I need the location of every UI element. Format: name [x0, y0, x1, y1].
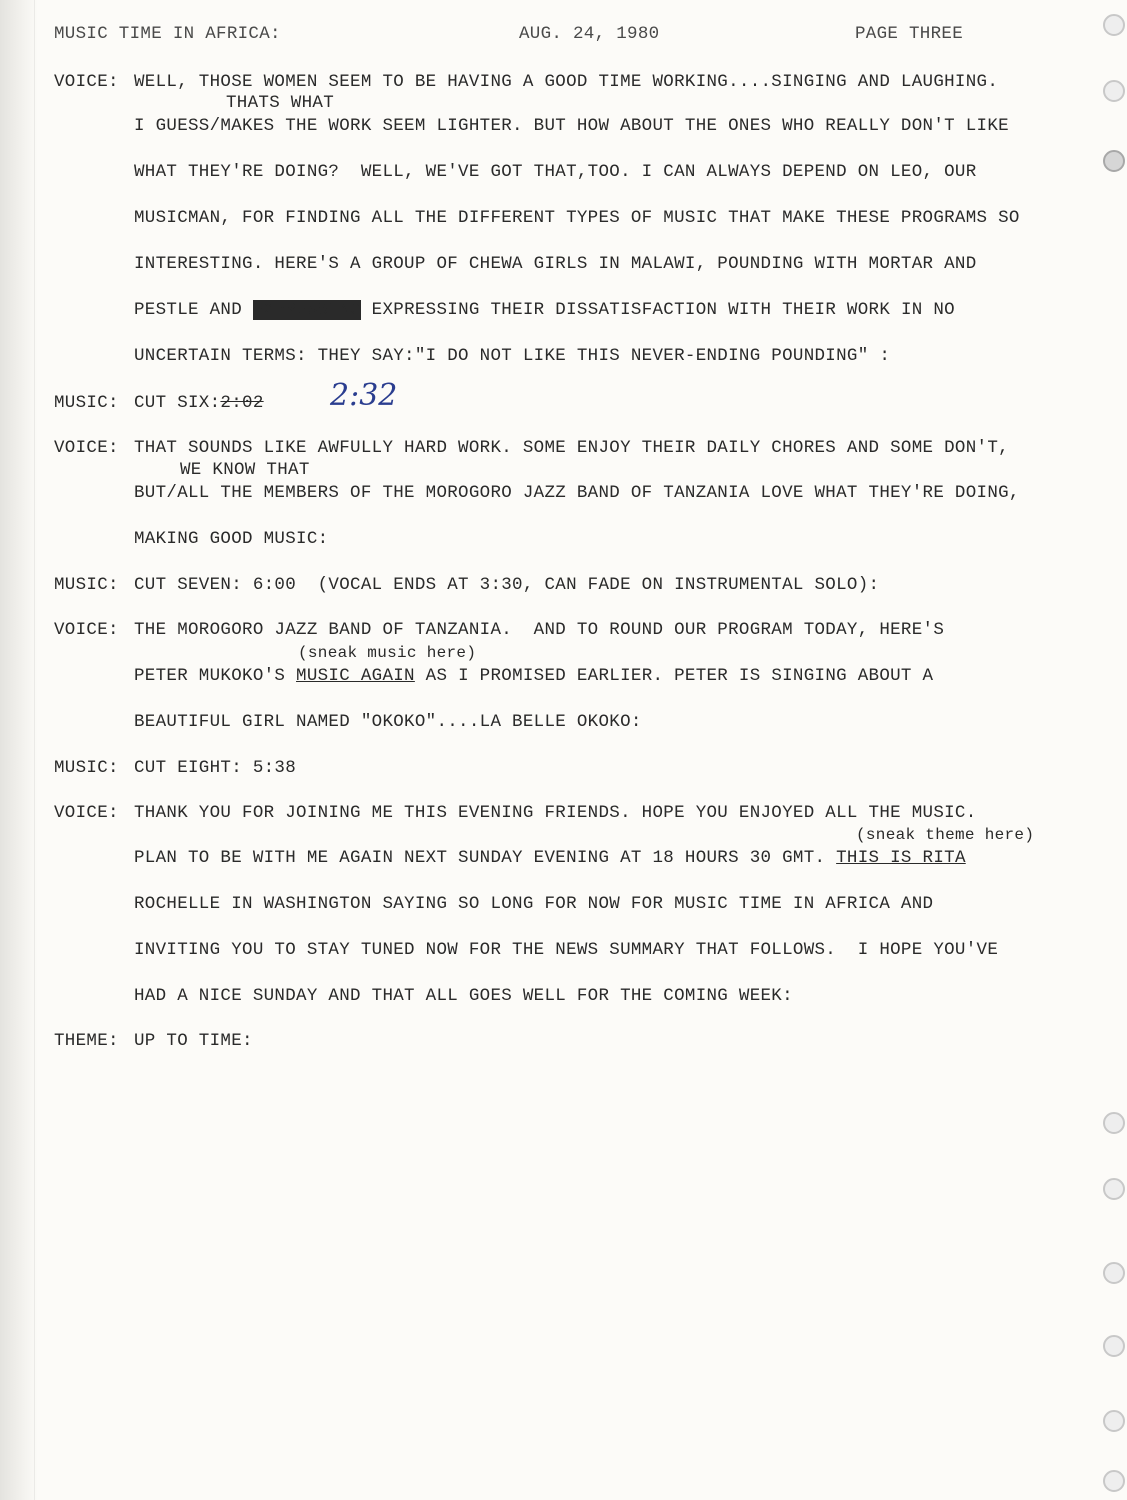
music-cue-line: CUT EIGHT: 5:38: [134, 758, 297, 778]
cue-label-voice: VOICE:: [54, 620, 119, 640]
cue-label-music: MUSIC:: [54, 758, 119, 778]
script-text: PLAN TO BE WITH ME AGAIN NEXT SUNDAY EVENING AT 18 HOURS 30 GMT.: [134, 848, 837, 868]
page-crease: [34, 0, 35, 1500]
music-cue-text: CUT SIX:: [134, 393, 221, 413]
script-line: MUSICMAN, FOR FINDING ALL THE DIFFERENT TYPES OF MUSIC THAT MAKE THESE PROGRAMS SO: [134, 208, 1020, 228]
script-line: [134, 666, 933, 686]
music-cue-line: CUT SEVEN: 6:00 (VOCAL ENDS AT 3:30, CAN FADE ON INSTRUMENTAL SOLO):: [134, 575, 880, 595]
script-text: PETER MUKOKO'S: [134, 666, 297, 686]
cue-label-theme: THEME:: [54, 1031, 119, 1051]
script-line: ROCHELLE IN WASHINGTON SAYING SO LONG FOR NOW FOR MUSIC TIME IN AFRICA AND: [134, 894, 934, 914]
script-line: [134, 848, 966, 868]
script-line: THANK YOU FOR JOINING ME THIS EVENING FRIENDS. HOPE YOU ENJOYED ALL THE MUSIC.: [134, 803, 977, 823]
cue-label-voice: VOICE:: [54, 72, 119, 92]
script-line: [134, 300, 955, 320]
script-line: INTERESTING. HERE'S A GROUP OF CHEWA GIRLS IN MALAWI, POUNDING WITH MORTAR AND: [134, 254, 977, 274]
binder-hole-icon: [1103, 80, 1125, 102]
theme-cue-line: UP TO TIME:: [134, 1031, 253, 1051]
script-line: THAT SOUNDS LIKE AWFULLY HARD WORK. SOME ENJOY THEIR DAILY CHORES AND SOME DON'T,: [134, 438, 1009, 458]
script-line: WHAT THEY'RE DOING? WELL, WE'VE GOT THAT,TOO. I CAN ALWAYS DEPEND ON LEO, OUR: [134, 162, 977, 182]
binder-hole-icon: [1103, 150, 1125, 172]
cue-label-music: MUSIC:: [54, 575, 119, 595]
script-line: UNCERTAIN TERMS: THEY SAY:"I DO NOT LIKE THIS NEVER-ENDING POUNDING" :: [134, 346, 891, 366]
typed-insertion: (sneak music here): [298, 644, 477, 662]
header-title: MUSIC TIME IN AFRICA:: [54, 24, 281, 44]
script-line: THE MOROGORO JAZZ BAND OF TANZANIA. AND TO ROUND OUR PROGRAM TODAY, HERE'S: [134, 620, 945, 640]
script-line: BUT/ALL THE MEMBERS OF THE MOROGORO JAZZ BAND OF TANZANIA LOVE WHAT THEY'RE DOING,: [134, 483, 1020, 503]
typed-insertion: WE KNOW THAT: [180, 460, 310, 480]
cue-label-voice: VOICE:: [54, 803, 119, 823]
music-cue-line: [134, 393, 264, 413]
typed-insertion: THATS WHAT: [226, 93, 335, 113]
script-text: EXPRESSING THEIR DISSATISFACTION WITH THEIR WORK IN NO: [360, 300, 955, 320]
script-text: PESTLE AND: [134, 300, 253, 320]
typed-over-text: EXPRESSING: [252, 300, 361, 320]
header-page-number: PAGE THREE: [855, 24, 964, 44]
underlined-text: MUSIC AGAIN: [296, 666, 415, 686]
script-line: INVITING YOU TO STAY TUNED NOW FOR THE NEWS SUMMARY THAT FOLLOWS. I HOPE YOU'VE: [134, 940, 999, 960]
underlined-text: THIS IS RITA: [836, 848, 966, 868]
script-text: AS I PROMISED EARLIER. PETER IS SINGING ABOUT A: [414, 666, 934, 686]
header-date: AUG. 24, 1980: [519, 24, 660, 44]
typed-insertion: (sneak theme here): [856, 826, 1035, 844]
script-line: WELL, THOSE WOMEN SEEM TO BE HAVING A GOOD TIME WORKING....SINGING AND LAUGHING.: [134, 72, 999, 92]
binder-hole-icon: [1103, 14, 1125, 36]
script-line: BEAUTIFUL GIRL NAMED "OKOKO"....LA BELLE OKOKO:: [134, 712, 642, 732]
cue-label-music: MUSIC:: [54, 393, 119, 413]
handwritten-time: 2:32: [330, 378, 398, 413]
cue-label-voice: VOICE:: [54, 438, 119, 458]
binder-hole-icon: [1103, 1178, 1125, 1200]
script-line: HAD A NICE SUNDAY AND THAT ALL GOES WELL FOR THE COMING WEEK:: [134, 986, 793, 1006]
binder-hole-icon: [1103, 1335, 1125, 1357]
script-line: I GUESS/MAKES THE WORK SEEM LIGHTER. BUT HOW ABOUT THE ONES WHO REALLY DON'T LIKE: [134, 116, 1009, 136]
scan-edge-shadow: [0, 0, 38, 1500]
script-line: MAKING GOOD MUSIC:: [134, 529, 329, 549]
binder-hole-icon: [1103, 1470, 1125, 1492]
struck-time: 2:02: [220, 393, 264, 413]
binder-hole-icon: [1103, 1262, 1125, 1284]
binder-hole-icon: [1103, 1112, 1125, 1134]
binder-hole-icon: [1103, 1410, 1125, 1432]
